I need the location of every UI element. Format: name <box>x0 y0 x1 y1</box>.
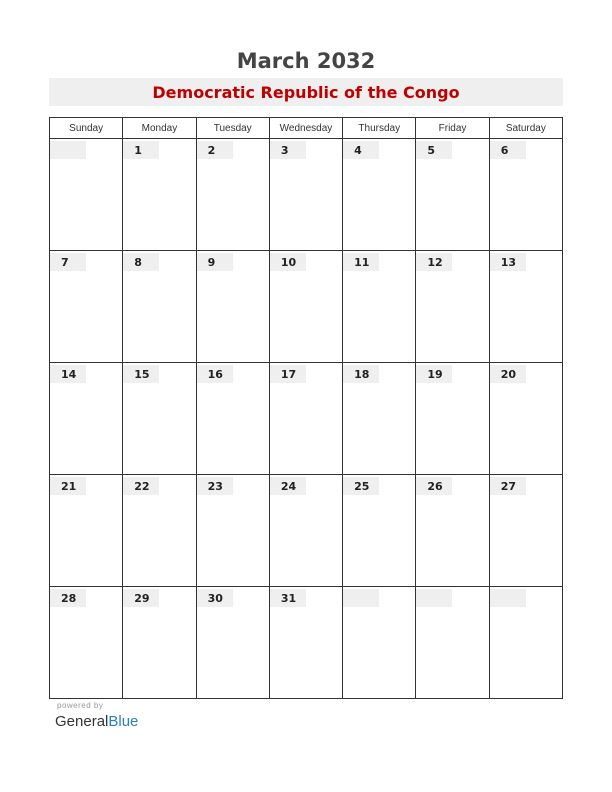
page-title: March 2032 <box>236 49 376 73</box>
day-number: 8 <box>123 253 159 271</box>
day-cell <box>50 587 123 699</box>
day-cell <box>343 587 416 699</box>
day-number: 9 <box>197 253 233 271</box>
day-number: 14 <box>50 365 86 383</box>
day-cell <box>343 139 416 251</box>
day-cell <box>196 363 269 475</box>
week-row <box>50 251 563 363</box>
weekday-header-row <box>50 118 563 139</box>
day-cell <box>50 251 123 363</box>
day-number: 21 <box>50 477 86 495</box>
day-number: 30 <box>197 589 233 607</box>
day-cell <box>416 363 489 475</box>
day-cell <box>123 587 196 699</box>
country-name: Democratic Republic of the Congo <box>152 83 460 102</box>
day-number: 5 <box>416 141 452 159</box>
day-number: 16 <box>197 365 233 383</box>
day-number: 25 <box>343 477 379 495</box>
day-cell <box>123 475 196 587</box>
day-cell <box>50 363 123 475</box>
day-cell <box>489 363 562 475</box>
day-cell <box>416 475 489 587</box>
day-number: 12 <box>416 253 452 271</box>
day-cell <box>196 475 269 587</box>
day-number: 28 <box>50 589 86 607</box>
day-cell <box>489 475 562 587</box>
day-cell <box>489 587 562 699</box>
day-number <box>490 589 526 607</box>
day-cell <box>196 251 269 363</box>
day-cell <box>343 251 416 363</box>
day-number: 22 <box>123 477 159 495</box>
brand-logo[interactable] <box>55 711 138 733</box>
day-cell <box>269 475 342 587</box>
day-cell <box>416 139 489 251</box>
day-number: 29 <box>123 589 159 607</box>
day-cell <box>196 587 269 699</box>
day-cell <box>196 139 269 251</box>
weekday-header-sunday: Sunday <box>50 118 123 139</box>
calendar-grid <box>49 117 563 699</box>
day-cell <box>269 363 342 475</box>
day-cell <box>123 139 196 251</box>
day-number: 18 <box>343 365 379 383</box>
brand-blue-text: Blue <box>108 713 139 730</box>
week-row <box>50 587 563 699</box>
day-number: 7 <box>50 253 86 271</box>
weekday-header-wednesday: Wednesday <box>269 118 342 139</box>
day-number: 27 <box>490 477 526 495</box>
day-number: 4 <box>343 141 379 159</box>
day-number: 23 <box>197 477 233 495</box>
day-number <box>343 589 379 607</box>
day-cell <box>50 475 123 587</box>
day-cell <box>269 251 342 363</box>
day-number: 3 <box>270 141 306 159</box>
weekday-header-saturday: Saturday <box>489 118 562 139</box>
day-number <box>416 589 452 607</box>
day-number: 20 <box>490 365 526 383</box>
day-cell <box>416 587 489 699</box>
country-banner <box>49 78 563 106</box>
day-number: 13 <box>490 253 526 271</box>
weekday-header-monday: Monday <box>123 118 196 139</box>
day-cell <box>50 139 123 251</box>
day-number: 26 <box>416 477 452 495</box>
weekday-header-thursday: Thursday <box>343 118 416 139</box>
day-cell <box>269 139 342 251</box>
day-cell <box>343 363 416 475</box>
weekday-header-friday: Friday <box>416 118 489 139</box>
week-row <box>50 139 563 251</box>
day-cell <box>123 363 196 475</box>
day-cell <box>489 139 562 251</box>
day-number <box>50 141 86 159</box>
day-cell <box>489 251 562 363</box>
day-cell <box>343 475 416 587</box>
day-number: 2 <box>197 141 233 159</box>
day-number: 19 <box>416 365 452 383</box>
day-cell <box>269 587 342 699</box>
day-number: 11 <box>343 253 379 271</box>
day-number: 17 <box>270 365 306 383</box>
week-row <box>50 363 563 475</box>
day-cell <box>123 251 196 363</box>
day-number: 15 <box>123 365 159 383</box>
day-number: 24 <box>270 477 306 495</box>
brand-general-text: General <box>55 713 109 730</box>
weekday-header-tuesday: Tuesday <box>196 118 269 139</box>
day-number: 31 <box>270 589 306 607</box>
powered-by-label: powered by <box>57 701 104 710</box>
day-number: 6 <box>490 141 526 159</box>
day-number: 1 <box>123 141 159 159</box>
day-cell <box>416 251 489 363</box>
day-number: 10 <box>270 253 306 271</box>
week-row <box>50 475 563 587</box>
footer <box>55 700 138 733</box>
